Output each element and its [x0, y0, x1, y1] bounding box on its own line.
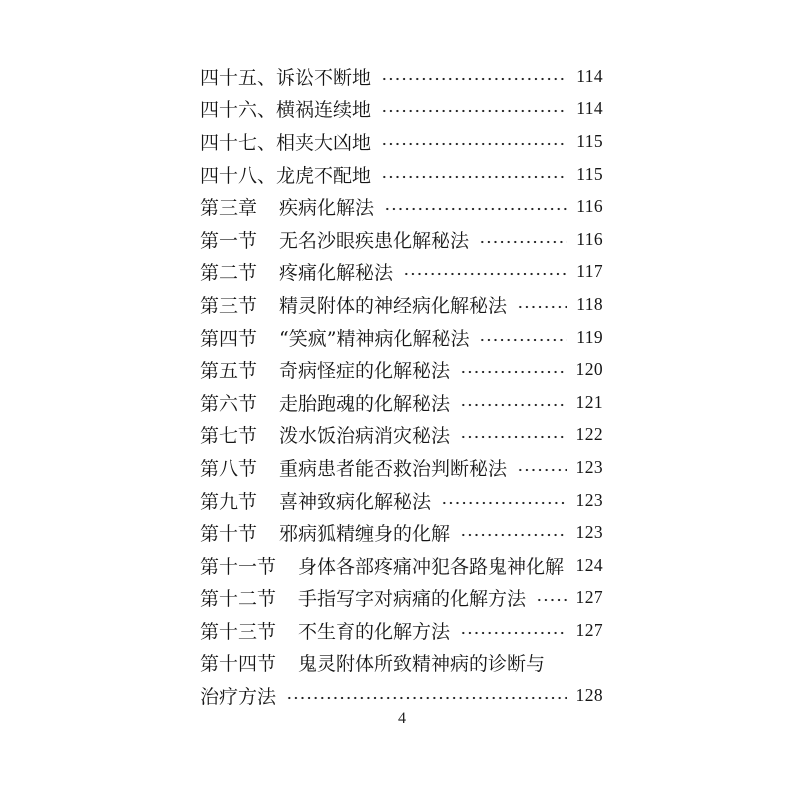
dot-leader: [460, 532, 567, 538]
toc-entry: [200, 158, 603, 191]
toc-entry-title: 身体各部疼痛冲犯各路鬼神化解: [298, 555, 565, 578]
dot-leader: [460, 630, 567, 636]
dot-leader: [536, 597, 567, 603]
toc-entry-title: 奇病怪症的化解秘法: [279, 360, 451, 383]
toc-entry-page: 116: [576, 196, 603, 217]
toc-entry: [200, 549, 603, 582]
dot-leader: [479, 239, 567, 245]
page-number: 4: [398, 710, 406, 727]
toc-entry-page: 115: [576, 163, 603, 184]
dot-leader: [384, 206, 567, 212]
toc-entry: [200, 419, 603, 452]
dot-leader: [286, 695, 567, 701]
toc-chapter-entry: [200, 190, 603, 223]
toc-entry-page: 123: [575, 489, 603, 510]
toc-entry: [200, 614, 603, 647]
toc-entry-page: 116: [576, 228, 603, 249]
dot-leader: [441, 500, 567, 506]
toc-entry-title: 邪病狐精缠身的化解: [279, 523, 451, 546]
toc-entry-title: 四十六、横祸连续地: [200, 99, 372, 122]
toc-entry-title: 鬼灵附体所致精神病的诊断与: [298, 653, 546, 676]
toc-entry-page: 122: [575, 424, 603, 445]
toc-entry-title: 走胎跑魂的化解秘法: [279, 392, 451, 415]
toc-entry: [200, 125, 603, 158]
toc-entry-label: 第一节: [200, 229, 258, 252]
toc-entry: [200, 321, 603, 354]
toc-entry: [200, 451, 603, 484]
toc-entry-page: 117: [576, 261, 603, 282]
toc-entry-page: 120: [575, 359, 603, 380]
dot-leader: [460, 369, 567, 375]
toc-entry: [200, 647, 603, 680]
dot-leader: [381, 174, 567, 180]
toc-entry-title: 不生育的化解方法: [298, 620, 451, 643]
toc-entry-label: 第十二节: [200, 588, 277, 611]
toc-entry-title: 疾病化解法: [279, 197, 375, 220]
toc-entry-label: 第十三节: [200, 620, 277, 643]
dot-leader: [381, 108, 567, 114]
toc-entry: [200, 60, 603, 93]
toc-entry-page: 128: [575, 685, 603, 706]
toc-entry-page: 119: [576, 326, 603, 347]
dot-leader: [460, 434, 567, 440]
toc-entry-label: 第二节: [200, 262, 258, 285]
toc-entry-title: 无名沙眼疾患化解秘法: [279, 229, 470, 252]
toc-entry-label: 第十四节: [200, 653, 277, 676]
toc-entry-page: 123: [575, 456, 603, 477]
toc-entry: [200, 516, 603, 549]
toc-entry-title: “笑疯”精神病化解秘法: [279, 327, 470, 350]
toc-entry-title: 四十八、龙虎不配地: [200, 164, 372, 187]
table-of-contents: [200, 60, 603, 712]
toc-entry: [200, 223, 603, 256]
toc-entry-page: 114: [576, 65, 603, 86]
dot-leader: [517, 304, 567, 310]
toc-entry-label: 第九节: [200, 490, 258, 513]
toc-entry: [200, 484, 603, 517]
toc-entry: [200, 256, 603, 289]
toc-entry-page: 118: [576, 293, 603, 314]
toc-entry-page: 121: [575, 391, 603, 412]
toc-entry-label: 第四节: [200, 327, 258, 350]
toc-entry: [200, 386, 603, 419]
toc-entry-page: 123: [575, 522, 603, 543]
toc-entry: [200, 93, 603, 126]
toc-entry-label: 第六节: [200, 392, 258, 415]
toc-entry-page: 114: [576, 98, 603, 119]
toc-entry-title: 手指写字对病痛的化解方法: [298, 588, 527, 611]
toc-entry: [200, 353, 603, 386]
toc-entry-page: 124: [575, 554, 603, 575]
dot-leader: [381, 141, 567, 147]
toc-entry-label: 第七节: [200, 425, 258, 448]
toc-entry-title: 泼水饭治病消灾秘法: [279, 425, 451, 448]
toc-entry-title: 精灵附体的神经病化解秘法: [279, 294, 508, 317]
toc-entry-title: 四十七、相夹大凶地: [200, 131, 372, 154]
toc-entry-label: 第三章: [200, 197, 258, 220]
toc-entry: [200, 582, 603, 615]
toc-entry-continuation: [200, 679, 603, 712]
dot-leader: [381, 76, 567, 82]
toc-entry-label: 第五节: [200, 360, 258, 383]
toc-entry-page: 127: [575, 619, 603, 640]
dot-leader: [517, 467, 567, 473]
toc-entry-title: 四十五、诉讼不断地: [200, 66, 372, 89]
toc-entry-label: 第十一节: [200, 555, 277, 578]
toc-entry-title: 重病患者能否救治判断秘法: [279, 457, 508, 480]
toc-entry-page: 127: [575, 587, 603, 608]
toc-entry: [200, 288, 603, 321]
dot-leader: [460, 402, 567, 408]
toc-entry-label: 第三节: [200, 294, 258, 317]
toc-entry-page: 115: [576, 130, 603, 151]
toc-entry-title: 喜神致病化解秘法: [279, 490, 432, 513]
dot-leader: [479, 337, 567, 343]
toc-entry-title: 疼痛化解秘法: [279, 262, 394, 285]
toc-entry-label: 第十节: [200, 523, 258, 546]
dot-leader: [403, 271, 567, 277]
toc-entry-title: 治疗方法: [200, 686, 277, 709]
toc-entry-label: 第八节: [200, 457, 258, 480]
